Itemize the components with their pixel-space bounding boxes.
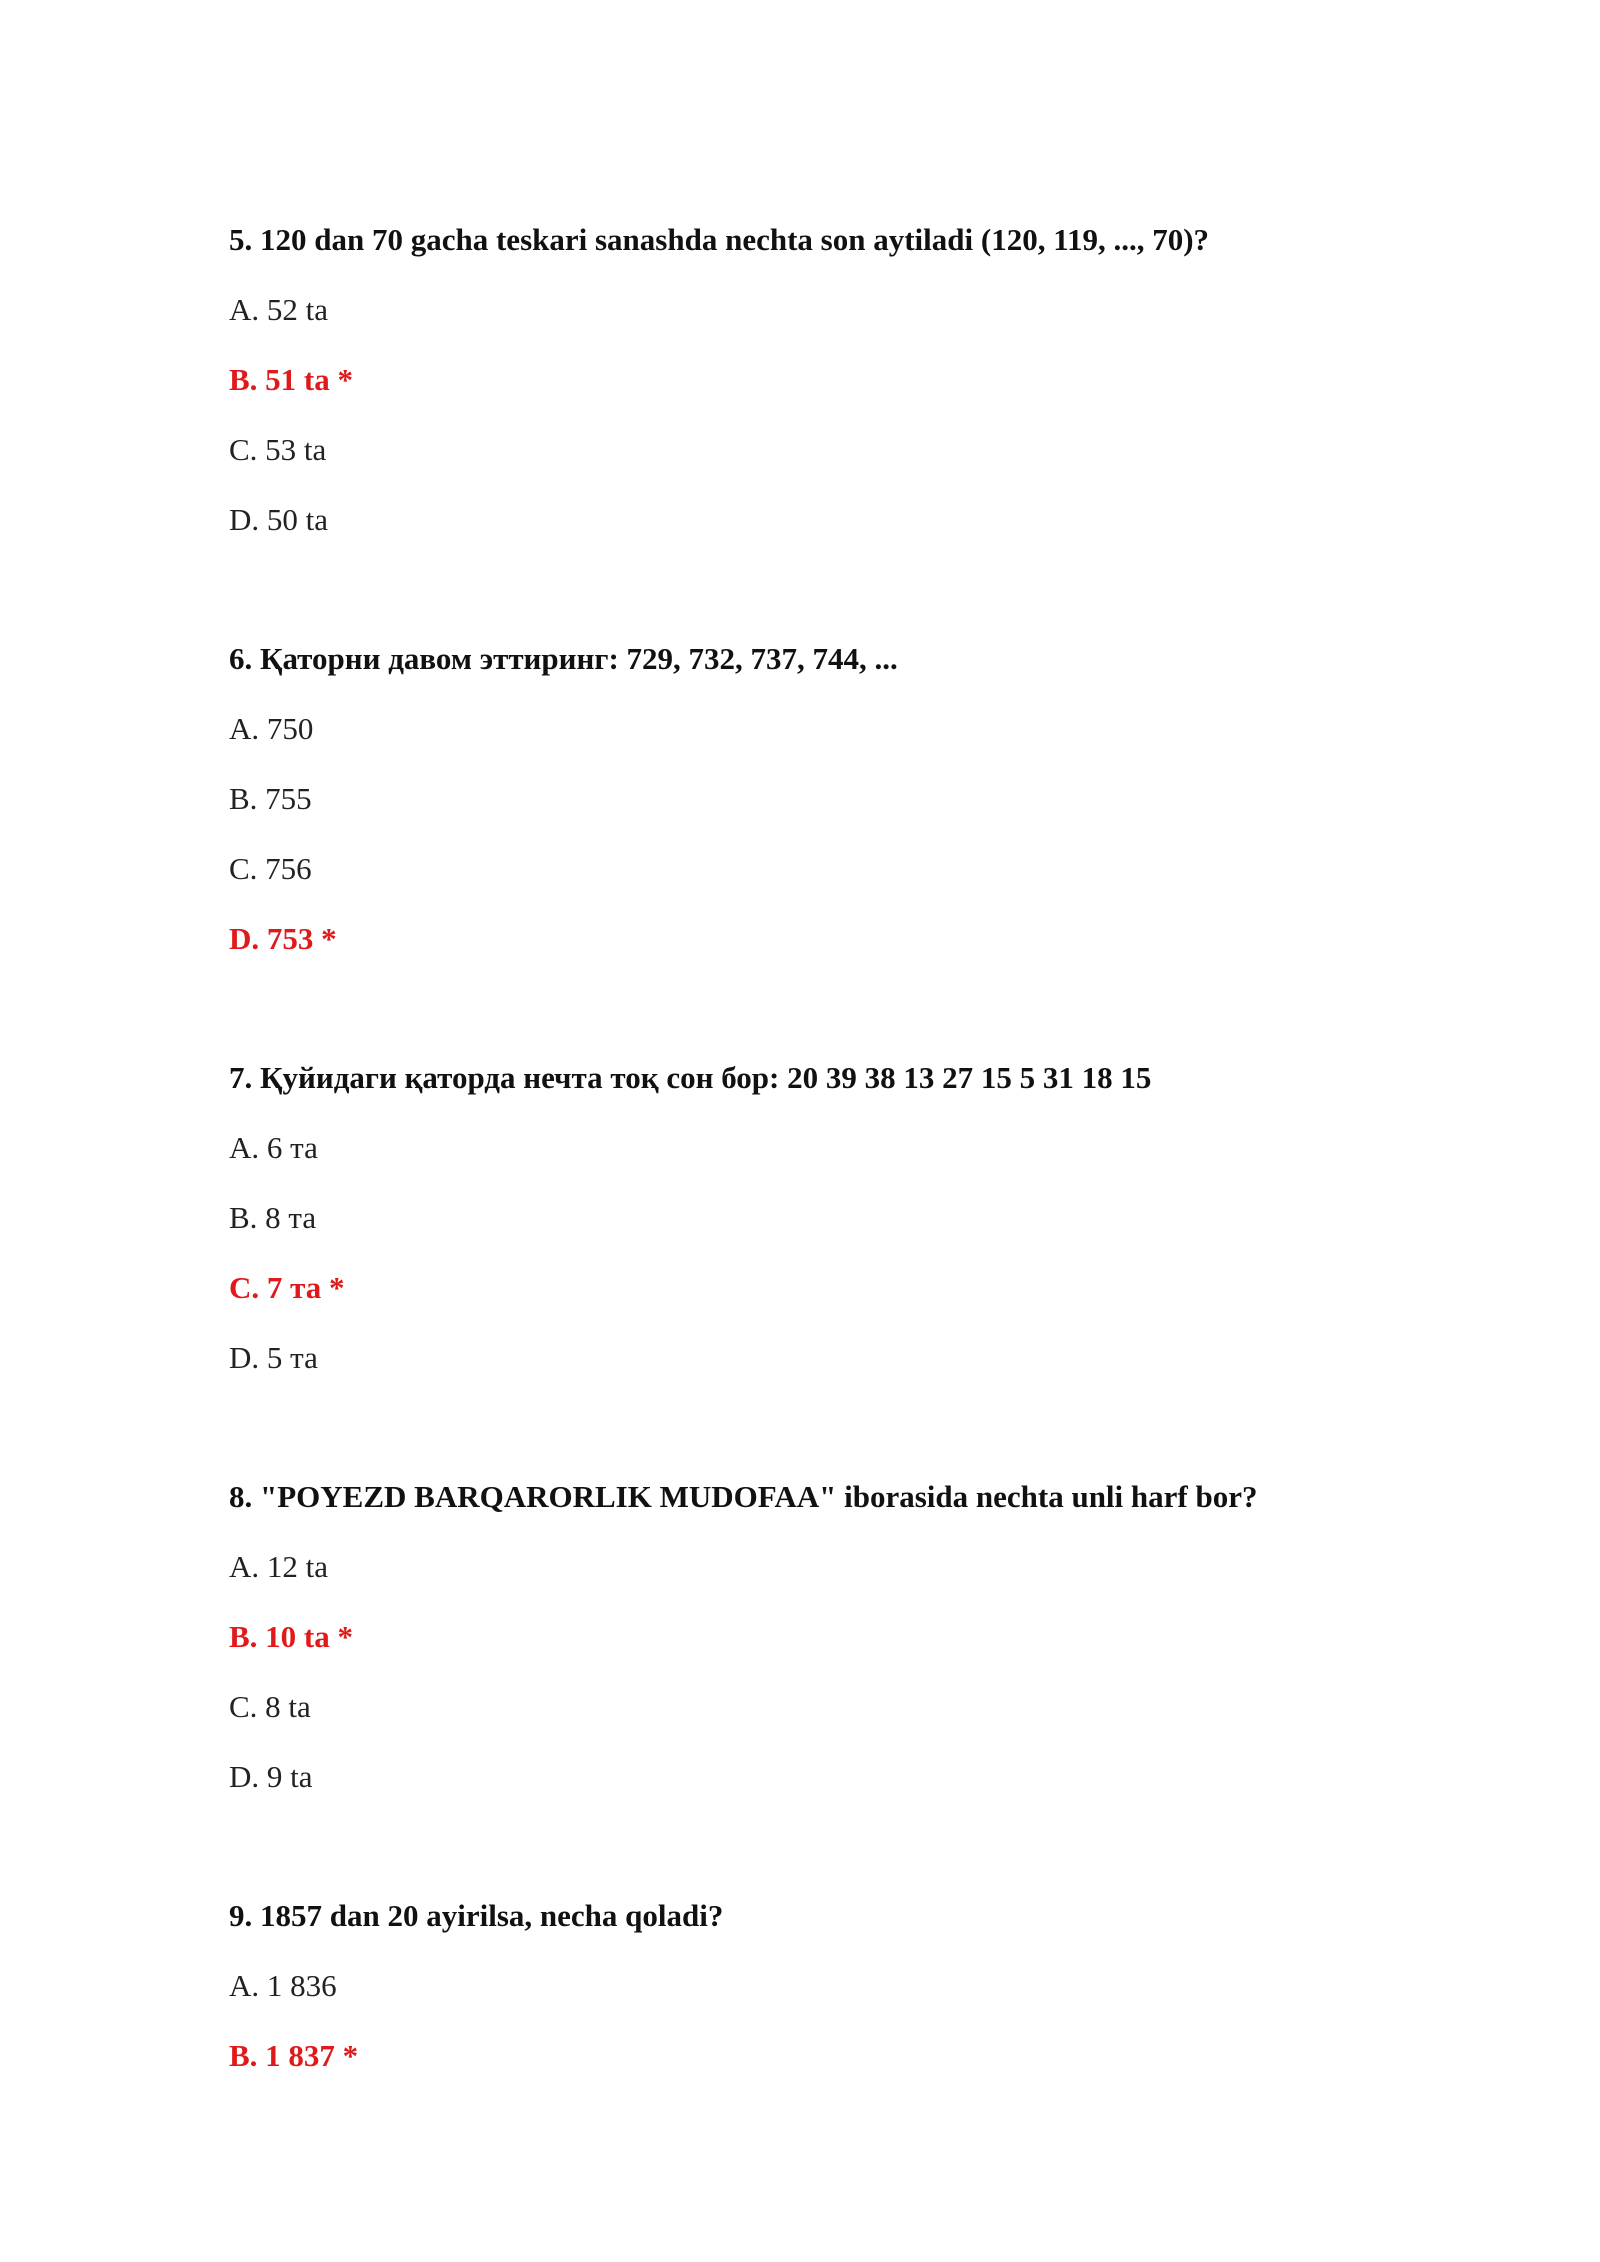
answer-option-a: A. 750 — [229, 711, 314, 746]
answer-option-d: D. 5 та — [229, 1340, 318, 1375]
answer-option-b-correct: B. 51 ta * — [229, 362, 353, 397]
answer-option-d-correct: D. 753 * — [229, 921, 337, 956]
answer-option-c-correct: C. 7 та * — [229, 1270, 345, 1305]
answer-option-b-correct: B. 10 ta * — [229, 1619, 353, 1654]
answer-option-a: A. 1 836 — [229, 1968, 337, 2003]
answer-option-d: D. 9 ta — [229, 1759, 313, 1794]
answer-option-a: A. 6 та — [229, 1130, 318, 1165]
answer-option-a: A. 52 ta — [229, 292, 329, 327]
answer-option-a: A. 12 ta — [229, 1549, 329, 1584]
answer-option-c: C. 53 ta — [229, 432, 327, 467]
question-text: 5. 120 dan 70 gacha teskari sanashda nechta son aytiladi (120, 119, ..., 70)? — [229, 222, 1210, 257]
answer-option-b-correct: B. 1 837 * — [229, 2038, 359, 2073]
question-text: 8. "POYEZD BARQARORLIK MUDOFAA" iborasida nechta unli harf bor? — [229, 1479, 1258, 1514]
answer-option-b: B. 755 — [229, 781, 312, 816]
answer-option-c: C. 8 ta — [229, 1689, 311, 1724]
answer-option-d: D. 50 ta — [229, 502, 329, 537]
question-text: 7. Қуйидаги қаторда нечта тоқ сон бор: 20 39 38 13 27 15 5 31 18 15 — [229, 1060, 1152, 1095]
question-text: 9. 1857 dan 20 ayirilsa, necha qoladi? — [229, 1898, 724, 1933]
answer-option-c: C. 756 — [229, 851, 312, 886]
answer-option-b: B. 8 та — [229, 1200, 317, 1235]
question-text: 6. Қаторни давом эттиринг: 729, 732, 737, 744, ... — [229, 641, 898, 676]
